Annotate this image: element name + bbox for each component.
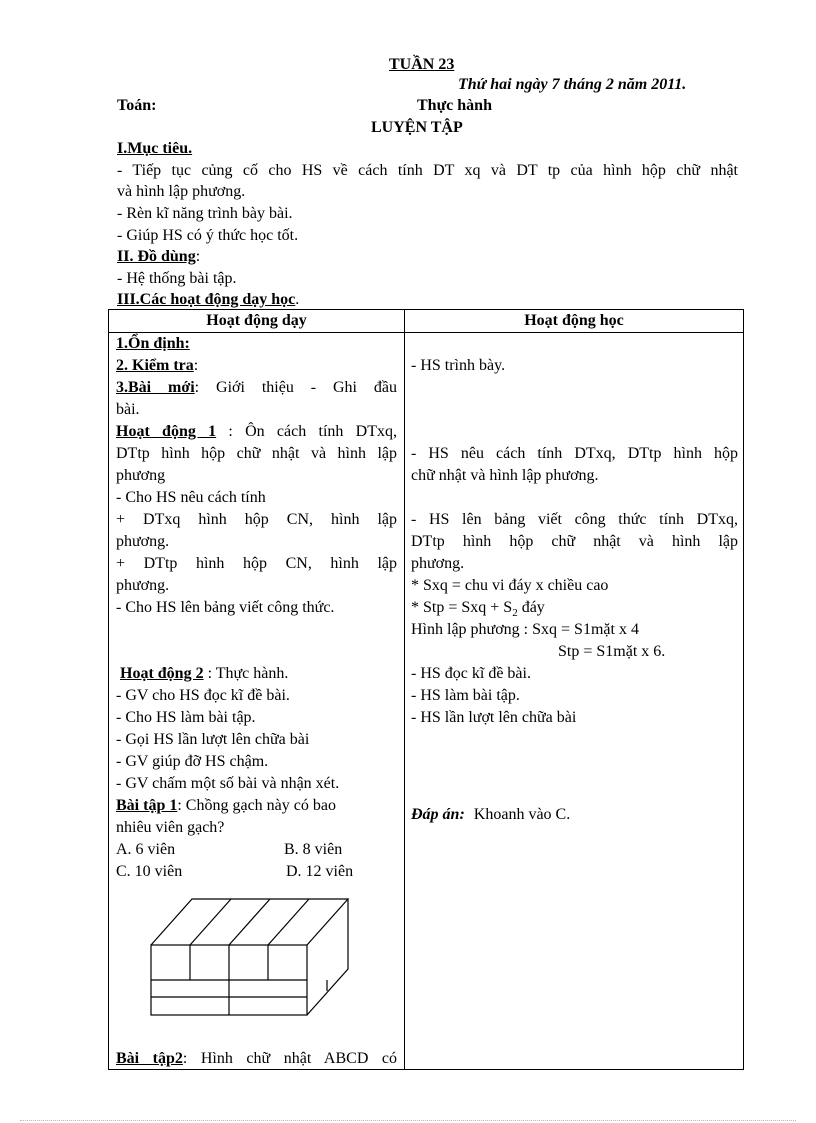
spacer (411, 421, 738, 443)
step-stabilize: 1.Ổn định: (116, 335, 190, 352)
student-present: - HS trình bày. (411, 357, 506, 374)
exercise-2-line (116, 1048, 397, 1070)
table-column-divider (404, 310, 405, 1069)
practice-step-4: - GV giúp đỡ HS chậm. (116, 753, 269, 770)
activity-1-line-2: DTtp hình hộp chữ nhật và hình lập (116, 445, 397, 462)
student-write-line-1: - HS lên bảng viết công thức tính DTxq, (411, 511, 738, 528)
objectives-heading: I.Mục tiêu. (117, 140, 193, 157)
spacer (116, 641, 397, 663)
activities-heading-text: III.Các hoạt động dạy học (117, 291, 296, 308)
practice-step-2: - Cho HS làm bài tập. (116, 709, 256, 726)
answer-label: Đáp án: (411, 806, 465, 823)
step-new-lesson (116, 377, 397, 399)
student-write-line-3: phương. (411, 555, 465, 572)
activity-2-rest: : Thực hành. (203, 665, 289, 682)
spacer (116, 619, 397, 641)
activities-heading (117, 289, 299, 311)
exercise-1-options-row-2 (116, 861, 397, 883)
teacher-column (116, 333, 397, 883)
student-column-header: Hoạt động học (524, 312, 624, 329)
teacher-step-2-cont: phương. (116, 533, 170, 550)
materials-heading (117, 246, 200, 268)
option-b: B. 8 viên (284, 841, 343, 858)
student-write-line-2: DTtp hình hộp chữ nhật và hình lập (411, 533, 738, 550)
formula-stp-post: đáy (517, 599, 545, 616)
teacher-step-4: - Cho HS lên bảng viết công thức. (116, 599, 335, 616)
student-explain-line-1: - HS nêu cách tính DTxq, DTtp hình hộp (411, 445, 738, 462)
formula-sxq: * Sxq = chu vi đáy x chiều cao (411, 577, 609, 594)
practice-step-1: - GV cho HS đọc kĩ đề bài. (116, 687, 290, 704)
spacer (411, 487, 738, 509)
spacer (411, 399, 738, 421)
activity-1-rest: : Ôn cách tính DTxq, (216, 423, 397, 440)
step-new-lesson-cont: bài. (116, 401, 140, 418)
step-check (116, 355, 397, 377)
materials-colon: : (195, 248, 201, 265)
student-step-1: - HS đọc kĩ đề bài. (411, 665, 531, 682)
step-check-label: 2. Kiểm tra (116, 357, 194, 374)
option-c: C. 10 viên (116, 863, 183, 880)
activity-1-heading (116, 421, 397, 443)
formula-stp-pre: * Stp = Sxq + S (411, 599, 513, 616)
materials-item: - Hệ thống bài tập. (117, 270, 237, 287)
exercise-1-rest: : Chồng gạch này có bao (177, 797, 336, 814)
objective-line-2: và hình lập phương. (117, 183, 246, 200)
option-d: D. 12 viên (286, 863, 354, 880)
student-step-2: - HS làm bài tập. (411, 687, 520, 704)
step-new-lesson-rest: : Giới thiệu - Ghi đầu (194, 379, 398, 396)
week-title: TUẦN 23 (389, 56, 455, 73)
student-column (411, 333, 738, 729)
teacher-column-header: Hoạt động dạy (206, 312, 307, 329)
page-bottom-rule (20, 1120, 796, 1121)
spacer (411, 377, 738, 399)
exercise-2-heading (116, 1048, 397, 1070)
activities-period: . (295, 291, 300, 308)
objective-line-3: - Rèn kĩ năng trình bày bài. (117, 205, 293, 222)
formula-stp-sub: 2 (512, 607, 518, 620)
brick-stack-figure (147, 895, 357, 1023)
student-explain-line-2: chữ nhật và hình lập phương. (411, 467, 599, 484)
exercise-1-question: nhiêu viên gạch? (116, 819, 225, 836)
activity-1-line-3: phương (116, 467, 166, 484)
student-step-3: - HS lần lượt lên chữa bài (411, 709, 577, 726)
practice-step-3: - Gọi HS lần lượt lên chữa bài (116, 731, 310, 748)
formula-cube-stp: Stp = S1mặt x 6. (558, 643, 666, 660)
teacher-step-3-cont: phương. (116, 577, 170, 594)
subject-label: Toán: (117, 97, 157, 114)
spacer (411, 333, 738, 355)
practice-step-5: - GV chấm một số bài và nhận xét. (116, 775, 340, 792)
activities-table (108, 309, 744, 1070)
answer-text: Khoanh vào C. (473, 806, 571, 823)
objective-line-1: - Tiếp tục củng cố cho HS về cách tính DT xq và DT tp của hình hộp chữ nhật (117, 162, 738, 179)
exercise-1-label: Bài tập 1 (116, 797, 178, 814)
step-check-rest: : (193, 357, 199, 374)
option-a: A. 6 viên (116, 841, 176, 858)
materials-heading-text: II. Đồ dùng (117, 248, 196, 265)
formula-stp (411, 597, 738, 619)
exercise-2-label: Bài tập2 (116, 1050, 183, 1067)
teacher-step-3: + DTtp hình hộp CN, hình lập (116, 555, 397, 572)
lesson-title: LUYỆN TẬP (371, 119, 463, 136)
lesson-date: Thứ hai ngày 7 tháng 2 năm 2011. (458, 76, 687, 93)
exercise-1-options-row-1 (116, 839, 397, 861)
activity-2-heading (116, 663, 397, 685)
teacher-step-2: + DTxq hình hộp CN, hình lập (116, 511, 397, 528)
objective-line-4: - Giúp HS có ý thức học tốt. (117, 227, 299, 244)
lesson-type: Thực hành (417, 97, 492, 114)
exercise-2-rest: : Hình chữ nhật ABCD có (182, 1050, 398, 1067)
answer-line (411, 804, 570, 826)
formula-cube-sxq: Hình lập phương : Sxq = S1mặt x 4 (411, 621, 639, 638)
step-new-lesson-label: 3.Bài mới (116, 379, 195, 396)
exercise-1-heading (116, 795, 397, 817)
teacher-step-1: - Cho HS nêu cách tính (116, 489, 266, 506)
activity-1-label: Hoạt động 1 (116, 423, 217, 440)
activity-2-label: Hoạt động 2 (120, 665, 204, 682)
